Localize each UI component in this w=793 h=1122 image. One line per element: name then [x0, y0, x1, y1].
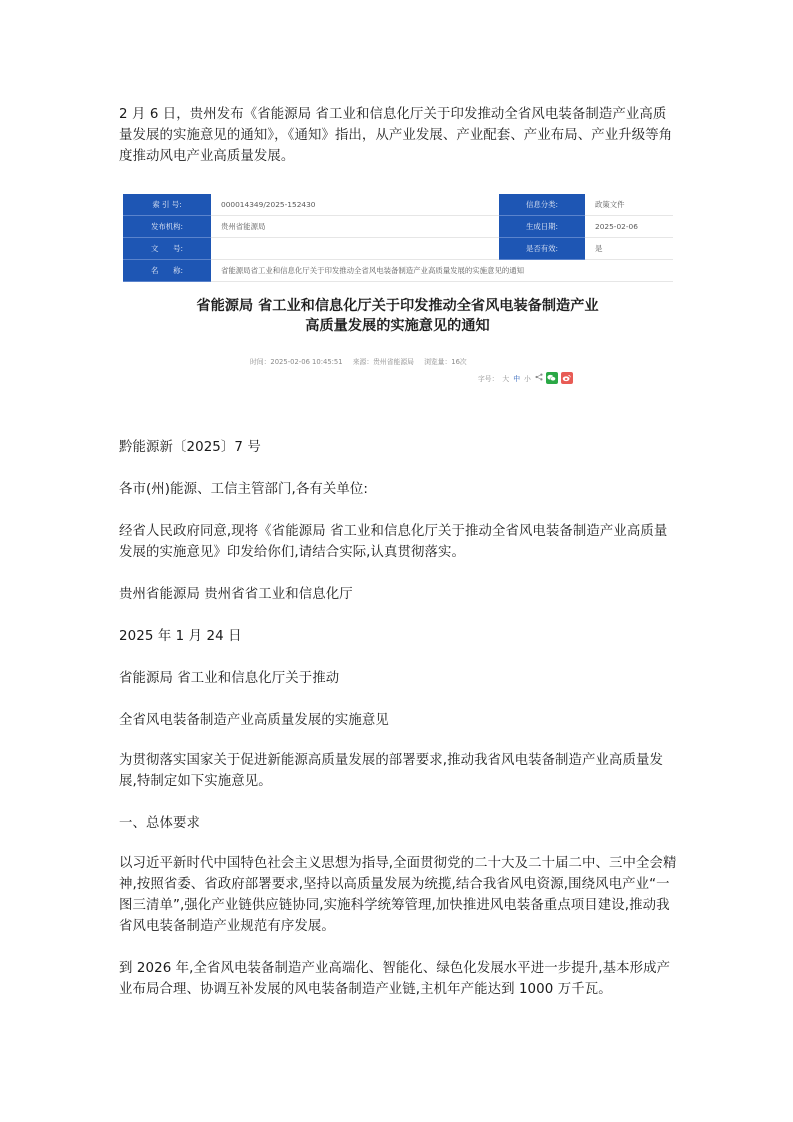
subtitle-line-2: 全省风电装备制造产业高质量发展的实施意见 [119, 713, 389, 728]
name-label: 名 称: [123, 260, 211, 282]
table-row [123, 194, 673, 216]
salutation: 各市(州)能源、工信主管部门,各有关单位: [119, 482, 368, 497]
source: 来源：贵州省能源局 [352, 358, 414, 366]
section-1-heading: 一、总体要求 [119, 816, 200, 831]
info-category-value: 政策文件 [585, 194, 673, 216]
info-category-label: 信息分类: [499, 194, 585, 216]
issue-date: 2025 年 1 月 24 日 [119, 629, 242, 644]
intro-paragraph: 2 月 6 日，贵州发布《省能源局 省工业和信息化厅关于印发推动全省风电装备制造产业高质量发展的实施意见的通知》，《通知》指出，从产业发展、产业配套、产业布局、产业升级等角度推动风电产业高质量发展。 [119, 107, 673, 164]
font-size-label: 字号： [478, 375, 499, 383]
doc-number-value [211, 238, 499, 260]
embedded-webpage-screenshot [120, 192, 675, 392]
doc-number: 黔能源新〔2025〕7 号 [119, 440, 261, 455]
notice-title-line-1: 省能源局 省工业和信息化厅关于印发推动全省风电装备制造产业 [196, 298, 599, 314]
document-meta-table [123, 194, 673, 282]
publisher-label: 发布机构: [123, 216, 211, 238]
wechat-icon[interactable] [546, 372, 558, 384]
preamble: 为贯彻落实国家关于促进新能源高质量发展的部署要求,推动我省风电装备制造产业高质量发展,特制定如下实施意见。 [119, 753, 663, 789]
validity-value: 是 [585, 238, 673, 260]
goal-2026-paragraph: 到 2026 年,全省风电装备制造产业高端化、智能化、绿色化发展水平进一步提升,基本形成产业布局合理、协调互补发展的风电装备制造产业链,主机年产能达到 1000 万千瓦。 [119, 961, 671, 997]
publish-time: 时间：2025-02-06 10:45:51 [250, 358, 343, 366]
publisher-value: 贵州省能源局 [211, 216, 499, 238]
body-paragraph-1: 经省人民政府同意,现将《省能源局 省工业和信息化厅关于推动全省风电装备制造产业高质量发展的实施意见》印发给你们,请结合实际,认真贯彻落实。 [119, 524, 668, 560]
table-row [123, 260, 673, 282]
validity-label: 是否有效: [499, 238, 585, 260]
table-row [123, 238, 673, 260]
weibo-icon[interactable] [561, 372, 573, 384]
created-date-label: 生成日期: [499, 216, 585, 238]
table-row [123, 216, 673, 238]
index-number-value: 000014349/2025-152430 [211, 194, 499, 216]
font-size-medium[interactable]: 中 [513, 375, 520, 383]
font-size-control [478, 372, 573, 384]
font-size-small[interactable]: 小 [523, 375, 531, 383]
issuers: 贵州省能源局 贵州省省工业和信息化厅 [119, 587, 353, 602]
doc-number-label: 文 号: [123, 238, 211, 260]
share-icon[interactable] [535, 373, 543, 383]
notice-title [120, 296, 675, 336]
notice-meta-line [250, 356, 475, 366]
index-number-label: 索 引 号: [123, 194, 211, 216]
subtitle-line-1: 省能源局 省工业和信息化厅关于推动 [119, 671, 340, 686]
notice-title-line-2: 高质量发展的实施意见的通知 [305, 318, 490, 334]
section-1-body: 以习近平新时代中国特色社会主义思想为指导,全面贯彻党的二十大及二十届二中、三中全会精神,按照省委、省政府部署要求,坚持以高质量发展为统揽,结合我省风电资源,围绕风电产业“一图三清单”,强化产业链供应链协同,实施科学统筹管理,加快推进风电装备重点项目建设,推动我省风电装备制造产业规范有序发展。 [119, 856, 677, 934]
font-size-large[interactable]: 大 [502, 375, 510, 383]
name-value: 省能源局省工业和信息化厅关于印发推动全省风电装备制造产业高质量发展的实施意见的通知 [211, 260, 673, 282]
view-count: 浏览量：16次 [424, 358, 467, 366]
created-date-value: 2025-02-06 [585, 216, 673, 238]
